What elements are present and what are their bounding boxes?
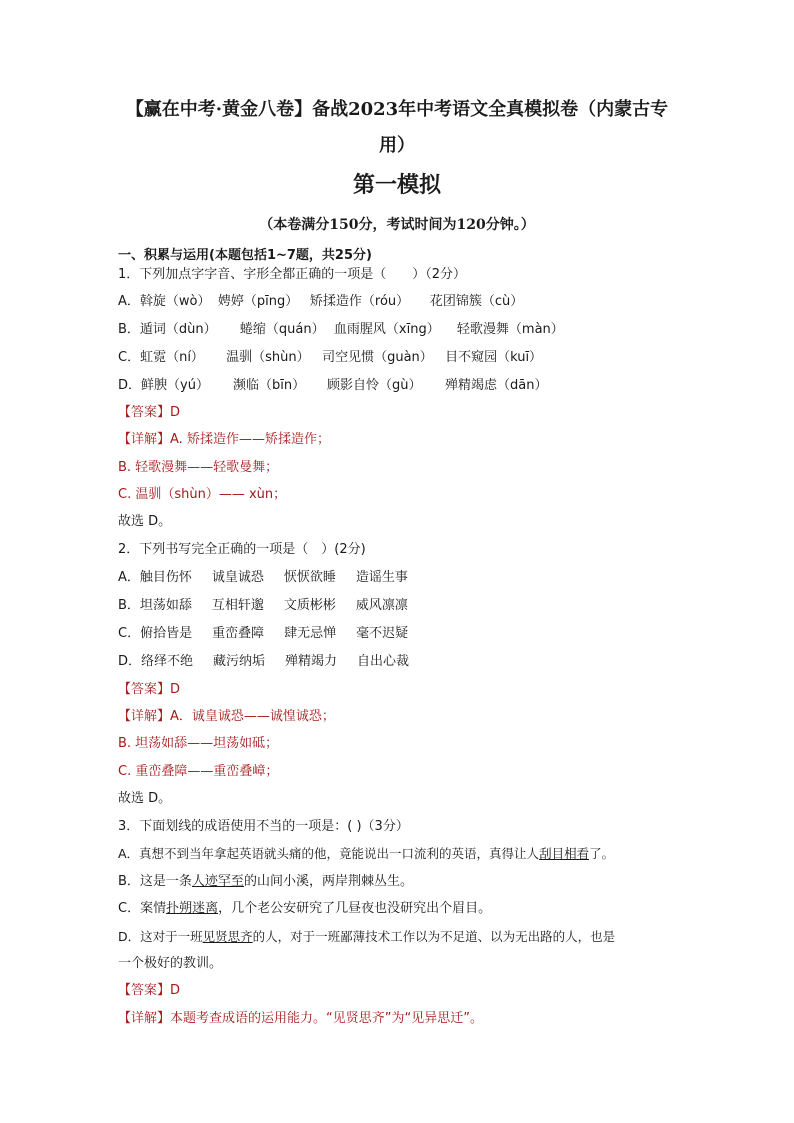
option-item: 肆无忌惮 [284,626,337,641]
option-text: 了。 [589,846,615,861]
option-label: D． [118,654,142,669]
option-item: 斡旋（wò） [139,294,211,309]
option-item: 遁词（dùn） [139,322,217,337]
detail-text: A. 矫揉造作——矫揉造作； [170,432,330,447]
option-item: 娉婷（pīng） [217,294,299,309]
q2-conclusion: 故选 D。 [118,791,172,806]
q1-option-b [118,320,698,340]
option-item: 络绎不绝 [141,654,194,669]
option-item: 虹霓（ní） [140,350,204,365]
q3-detail [118,1009,698,1029]
exam-title-line1: 【赢在中考·黄金八卷】备战2023年中考语文全真模拟卷（内蒙古专 [125,99,669,120]
option-item: 矫揉造作（róu） [309,294,410,309]
option-text: 的山间小溪，两岸荆棘丛生。 [243,874,413,889]
option-label: D． [118,378,142,393]
option-item: 鲜腴（yú） [141,378,209,393]
q3-answer [118,981,698,1001]
option-item: 文质彬彬 [283,598,336,613]
q3-option-d-cont: 一个极好的教训。 [118,956,223,971]
option-item: 花团锦簇（cù） [429,294,524,309]
option-text: 的人，对于一班鄙薄技术工作以为不足道、以为无出路的人，也是 [252,929,616,944]
option-item: 藏污纳垢 [213,654,266,669]
option-label: B． [118,598,140,613]
option-item: 顾影自怜（gù） [327,378,422,393]
option-item: 温驯（shùn） [226,350,310,365]
option-item: 诚皇诚恐 [211,570,264,585]
option-item: 坦荡如舔 [139,598,192,613]
option-item: 轻歌漫舞（màn） [456,322,564,337]
q2-detail-a [118,707,698,727]
option-label: A． [118,570,140,585]
option-item: 血雨腥风（xīng） [333,322,440,337]
exam-note: （本卷满分150分，考试时间为120分钟。） [259,217,535,233]
q3-option-b [118,872,698,892]
option-item: 蜷缩（quán） [239,322,325,337]
underlined-idiom: 扑朔迷离 [166,901,219,916]
option-item: 恹恹欲睡 [283,570,336,585]
q1-detail-b: B. 轻歌漫舞——轻歌曼舞； [118,460,279,475]
option-label: B． [118,322,140,337]
q1-detail-a [118,430,698,450]
option-item: 造谣生事 [355,570,408,585]
q1-option-a [118,292,698,312]
q3-option-d [118,927,698,947]
answer-tag: 【答案】 [118,983,171,998]
option-item: 濒临（bīn） [233,378,306,393]
section-heading: 一、积累与运用(本题包括1~7题，共25分) [118,248,372,263]
option-item: 目不窥园（kuī） [445,350,543,365]
option-text: D．这对于一班 [118,929,203,944]
answer-value: D [170,405,181,420]
option-item: 毫不迟疑 [356,626,409,641]
detail-tag: 【详解】 [118,432,171,447]
answer-value: D [170,983,181,998]
detail-tag: 【详解】 [118,709,171,724]
option-text: C．案情 [118,901,167,916]
exam-subtitle: 第一模拟 [352,172,441,198]
q2-detail-c: C. 重峦叠障——重峦叠嶂； [118,764,279,779]
detail-text: 本题考查成语的运用能力。“见贤思齐”为“见异思迁”。 [170,1011,483,1026]
detail-text: A．诚皇诚恐——诚惶诚恐； [170,709,335,724]
q2-detail-b: B. 坦荡如舔——坦荡如砥； [118,736,279,751]
option-item: 殚精竭虑（dān） [445,378,548,393]
option-label: C． [118,626,141,641]
q2-option-b [118,596,698,616]
q1-conclusion: 故选 D。 [118,514,172,529]
q3-stem: 3．下面划线的成语使用不当的一项是：( )（3分） [118,819,409,834]
q3-option-c [118,899,698,919]
option-item: 殚精竭力 [285,654,338,669]
option-item: 互相轩邈 [211,598,264,613]
q2-option-a [118,568,698,588]
option-item: 自出心裁 [357,654,410,669]
detail-tag: 【详解】 [118,1011,171,1026]
option-text: B．这是一条 [118,874,192,889]
answer-tag: 【答案】 [118,405,171,420]
answer-tag: 【答案】 [118,682,171,697]
option-item: 触目伤怀 [139,570,192,585]
underlined-idiom: 刮目相看 [539,846,590,861]
option-label: A． [118,294,140,309]
option-item: 俯拾皆是 [140,626,193,641]
option-item: 重峦叠障 [212,626,265,641]
exam-title-line2: 用） [379,135,415,156]
underlined-idiom: 见贤思齐 [202,929,253,944]
q3-option-a [118,844,698,864]
option-item: 威风凛凛 [355,598,408,613]
option-label: C． [118,350,141,365]
q1-option-c [118,348,698,368]
q2-answer [118,680,698,700]
underlined-idiom: 人迹罕至 [191,874,244,889]
q1-option-d [118,376,698,396]
q2-option-c [118,624,698,644]
option-text: ，几个老公安研究了几昼夜也没研究出个眉目。 [218,901,492,916]
q1-detail-c: C. 温驯（shùn）—— xùn； [118,487,287,502]
option-text: A．真想不到当年拿起英语就头痛的他，竟能说出一口流利的英语，真得让人 [118,846,540,861]
answer-value: D [170,682,181,697]
q2-option-d [118,652,698,672]
q1-stem: 1．下列加点字字音、字形全都正确的一项是（ ）（2分） [118,267,467,282]
q1-answer [118,403,698,423]
option-item: 司空见惯（guàn） [322,350,433,365]
q2-stem: 2．下列书写完全正确的一项是（ ）(2分) [118,542,366,557]
